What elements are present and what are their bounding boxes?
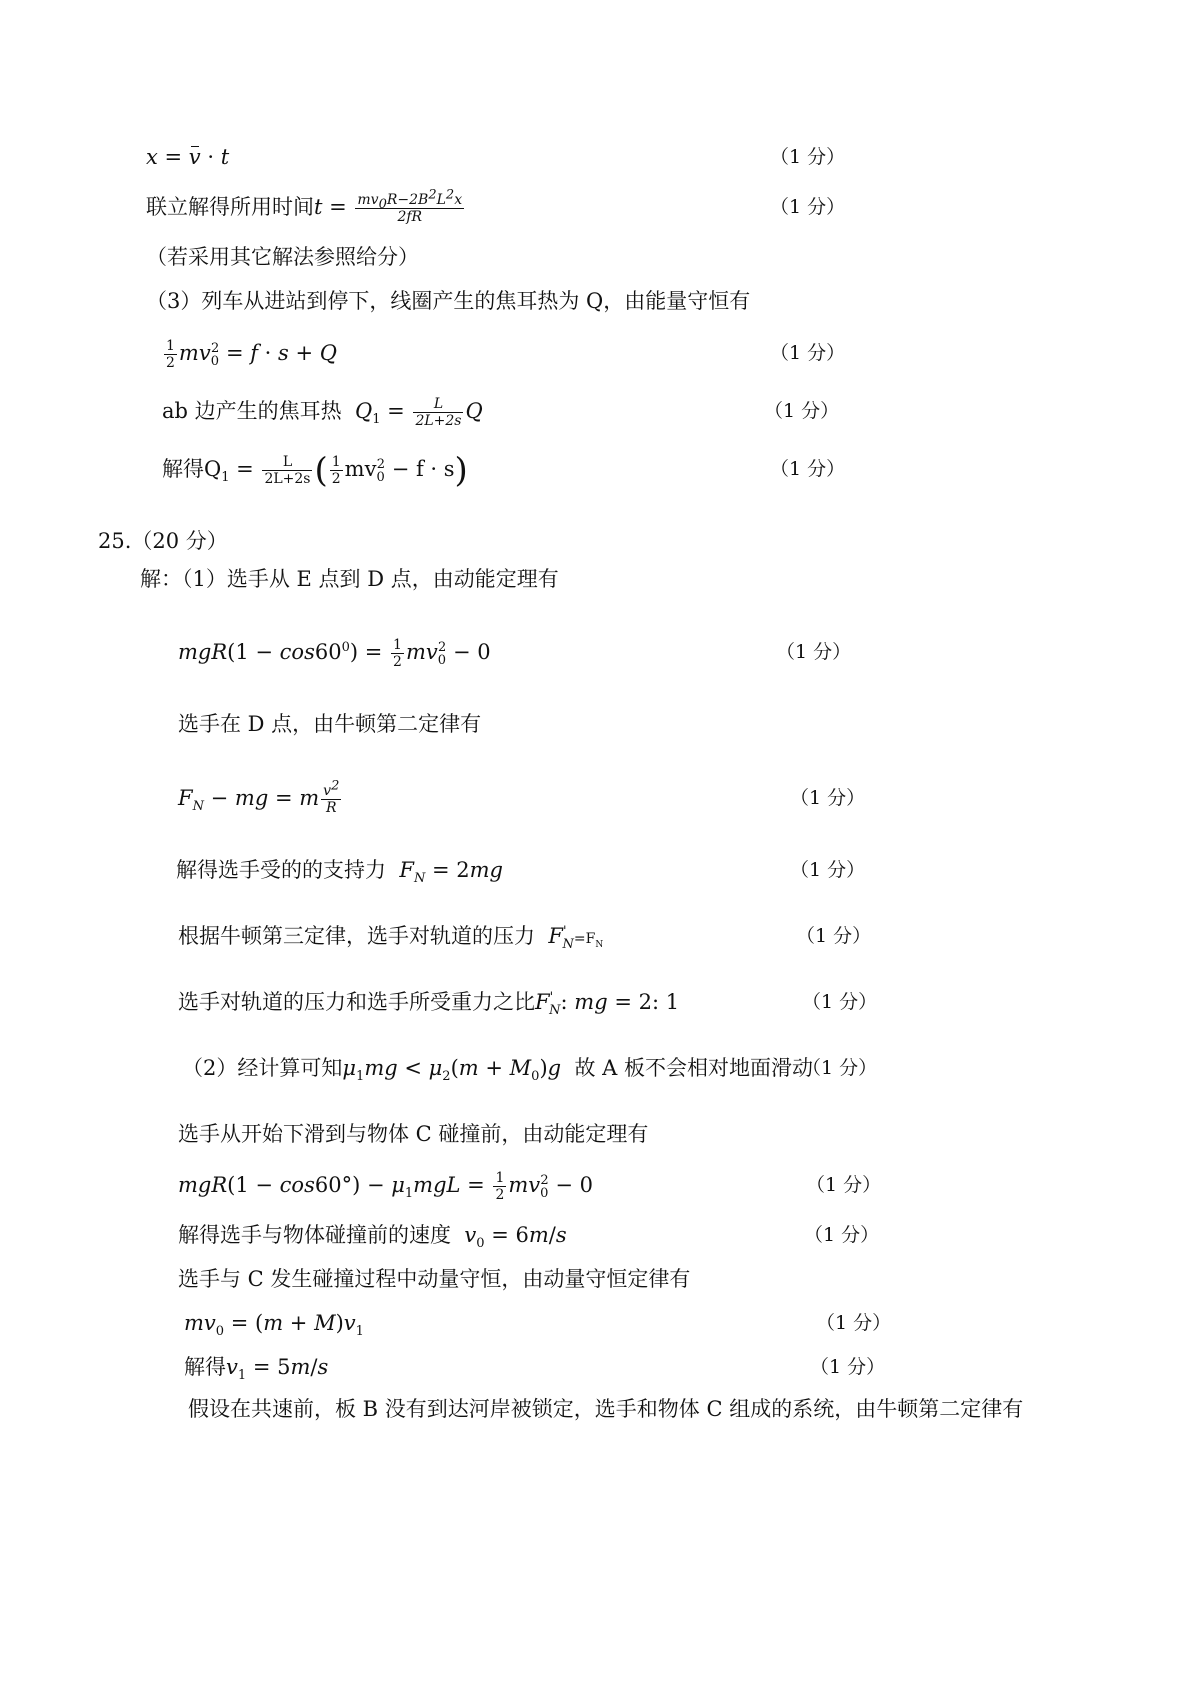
- line-newton-3: 根据牛顿第三定律，选手对轨道的压力 $F'_N=F_N$: [178, 924, 604, 953]
- line-solve-time: 联立解得所用时间t = $\frac{mv_0R-2B^2L^2x}{2fR}$: [146, 187, 463, 225]
- score-9: （1 分）: [796, 925, 872, 947]
- note-alt-method: （若采用其它解法参照给分）: [146, 245, 419, 269]
- score-11: （1 分）: [802, 1057, 878, 1079]
- score-14: （1 分）: [816, 1312, 892, 1334]
- formula-newton-2: $F_N$ − mg = m $\frac{v^2}{R}$: [178, 778, 340, 816]
- formula-energy: $\frac{1}{2}$ $mv_0^2 = f \cdot s + Q$: [166, 338, 337, 371]
- formula-momentum: $mv_0 = (m + M)v_1$: [184, 1311, 364, 1340]
- line-force-ratio: 选手对轨道的压力和选手所受重力之比$F'_N$: mg = 2: 1: [178, 990, 680, 1019]
- score-4: （1 分）: [764, 400, 840, 422]
- part-3-statement: （3）列车从进站到停下，线圈产生的焦耳热为 Q，由能量守恒有: [146, 289, 751, 313]
- formula-kinetic-2: $mgR(1 - \cos 60^\circ) - \mu_1mgL$ = $\frac{1}{2}$ $mv_0^2 - 0$: [178, 1170, 594, 1203]
- line-assumption: 假设在共速前，板 B 没有到达河岸被锁定，选手和物体 C 组成的系统，由牛顿第二定律有: [188, 1397, 1024, 1421]
- line-velocity-v1: 解得$v_1 = 5m/s$: [184, 1355, 329, 1384]
- line-d-point: 选手在 D 点，由牛顿第二定律有: [178, 712, 482, 736]
- line-momentum: 选手与 C 发生碰撞过程中动量守恒，由动量守恒定律有: [178, 1267, 691, 1291]
- line-support-force: 解得选手受的的支持力 $F_N = 2mg$: [176, 858, 503, 887]
- line-solve-q1: 解得$Q_1$ = $\frac{L}{2L+2s}$ ( $\frac{1}{2}$ $mv_0^2 - f \cdot s$): [162, 450, 468, 491]
- score-7: （1 分）: [790, 787, 866, 809]
- line-slide-start: 选手从开始下滑到与物体 C 碰撞前，由动能定理有: [178, 1122, 649, 1146]
- score-6: （1 分）: [776, 641, 852, 663]
- score-8: （1 分）: [790, 859, 866, 881]
- formula-distance: x = v · t: [146, 142, 229, 172]
- score-10: （1 分）: [802, 991, 878, 1013]
- line-part-2: （2）经计算可知$\mu_1mg < \mu_2(m + M_0)g$ 故 A 板不会相对地面滑动: [182, 1056, 813, 1085]
- score-15: （1 分）: [810, 1356, 886, 1378]
- score-12: （1 分）: [806, 1174, 882, 1196]
- line-velocity-v0: 解得选手与物体碰撞前的速度 $v_0 = 6m/s$: [178, 1223, 567, 1252]
- score-1: （1 分）: [770, 146, 846, 168]
- score-5: （1 分）: [770, 458, 846, 480]
- score-3: （1 分）: [770, 342, 846, 364]
- formula-kinetic-1: $mgR(1 - \cos 60^0)$ = $\frac{1}{2}$ $mv_0^2 - 0$: [178, 637, 491, 670]
- score-13: （1 分）: [804, 1224, 880, 1246]
- line-ab-heat: ab 边产生的焦耳热 $Q_1$ = $\frac{L}{2L+2s}$ Q: [162, 396, 483, 429]
- section-heading: 25.（20 分）: [98, 529, 228, 553]
- part-1-statement: 解：（1）选手从 E 点到 D 点，由动能定理有: [140, 567, 559, 591]
- score-2: （1 分）: [770, 196, 846, 218]
